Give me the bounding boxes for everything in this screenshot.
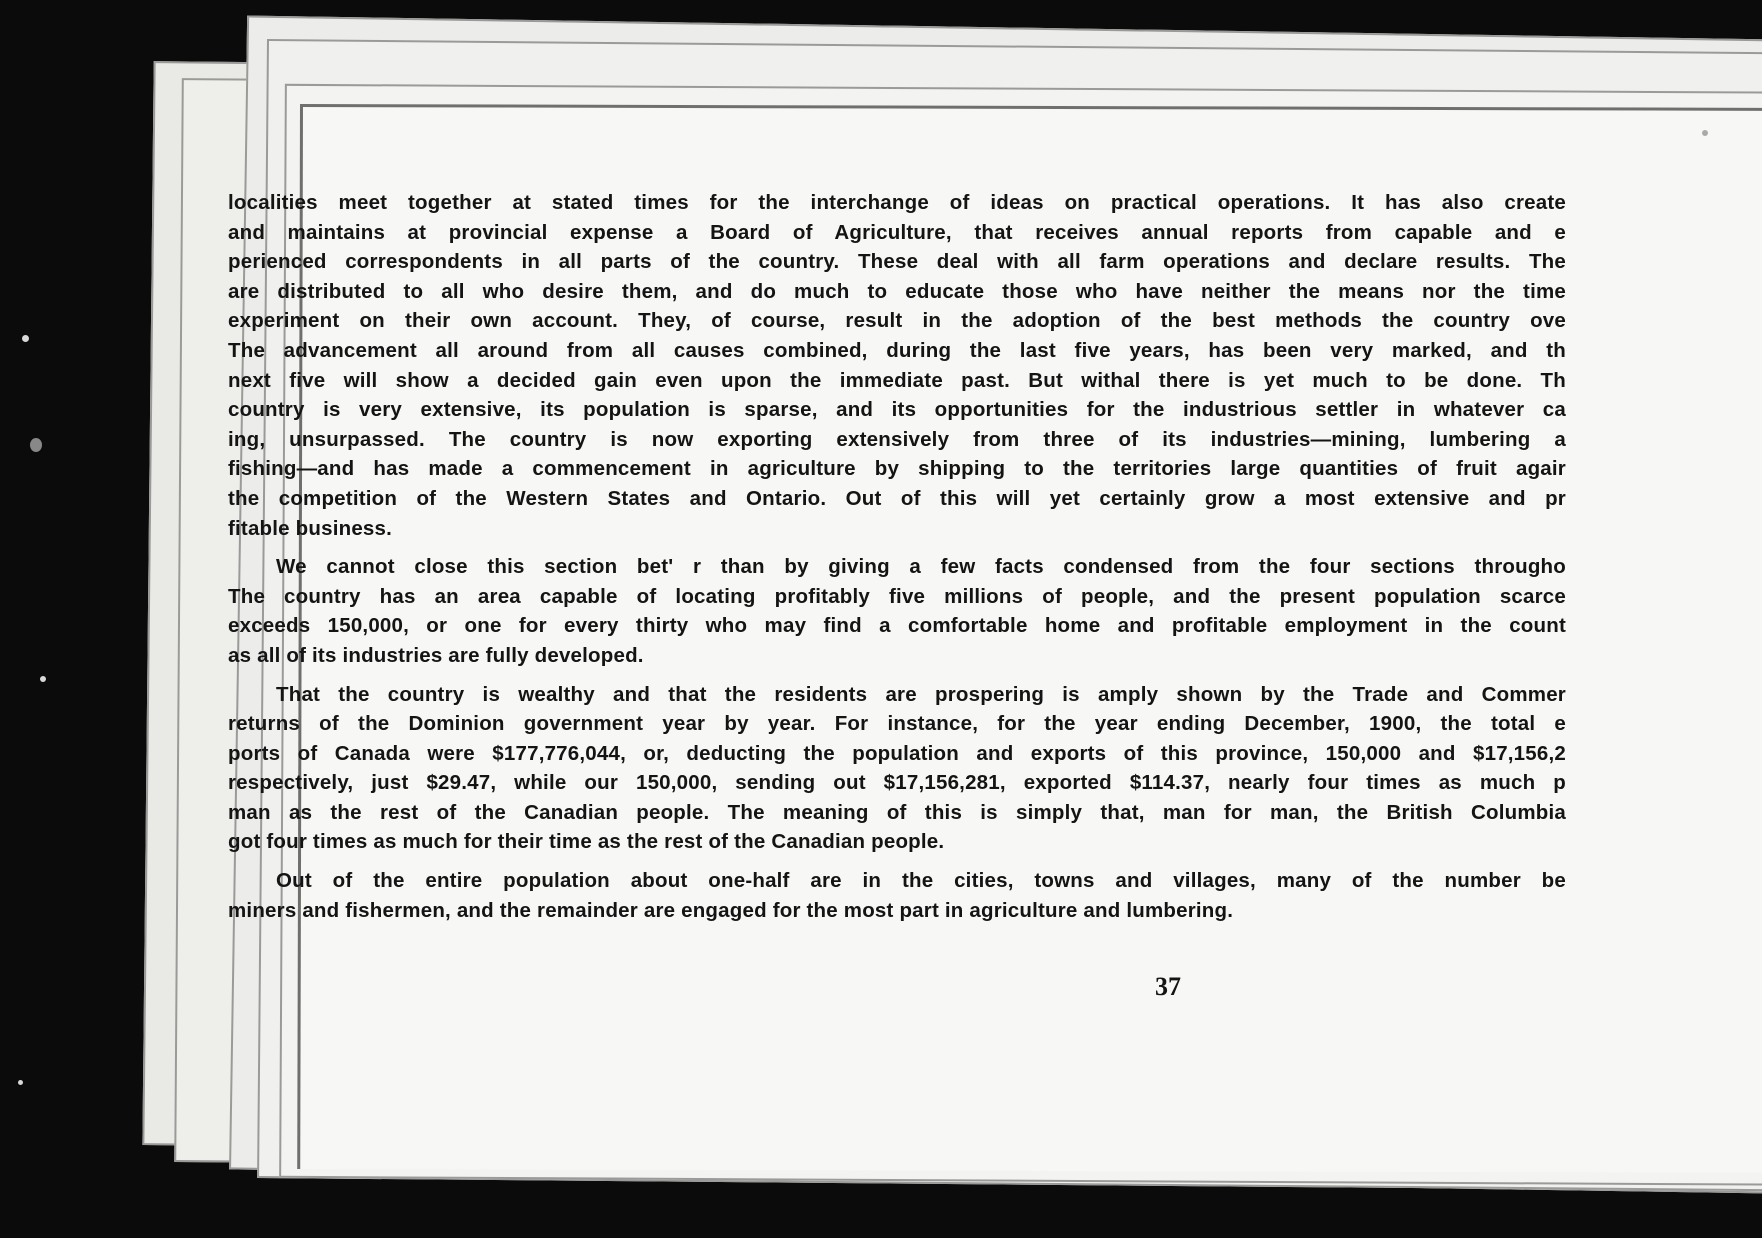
text-line: ing, unsurpassed. The country is now exporting extensively from three of its industries—mining, lumbering a: [228, 427, 1566, 451]
text-line: localities meet together at stated times for the interchange of ideas on practical operations. It has also create: [228, 191, 1566, 214]
text-line: Out of the entire population about one-half are in the cities, towns and villages, many of the number be: [276, 869, 1566, 893]
text-line: experiment on their own account. They, of course, result in the adoption of the best methods the country ove: [228, 309, 1566, 333]
dust-speck: [30, 438, 42, 452]
text-line: We cannot close this section bet' r than by giving a few facts condensed from the four sections througho: [276, 555, 1566, 579]
text-line: as all of its industries are fully developed.: [228, 643, 644, 667]
text-line: respectively, just $29.47, while our 150,000, sending out $17,156,281, exported $114.37, nearly four times as much p: [228, 771, 1566, 795]
text-line: and maintains at provincial expense a Board of Agriculture, that receives annual reports from capable and e: [228, 220, 1566, 244]
text-line: The country has an area capable of locating profitably five millions of people, and the present population scarce: [228, 584, 1566, 608]
text-line: got four times as much for their time as the rest of the Canadian people.: [228, 830, 945, 854]
text-line: exceeds 150,000, or one for every thirty who may find a comfortable home and profitable employment in the count: [228, 614, 1566, 638]
text-line: country is very extensive, its population is sparse, and its opportunities for the industrious settler in whatever ca: [228, 398, 1566, 422]
paragraph-2: [228, 552, 1762, 670]
dust-speck: [22, 335, 29, 342]
text-line: The advancement all around from all causes combined, during the last five years, has been very marked, and th: [228, 338, 1566, 362]
text-line: the competition of the Western States and Ontario. Out of this will yet certainly grow a most extensive and pr: [228, 486, 1566, 510]
page-number: 37: [1155, 972, 1181, 1001]
text-line: perienced correspondents in all parts of the country. These deal with all farm operations and declare results. The: [228, 250, 1566, 274]
text-line: That the country is wealthy and that the residents are prospering is amply shown by the Trade and Commer: [276, 682, 1566, 706]
text-line: fitable business.: [228, 516, 393, 540]
dust-speck: [1702, 130, 1708, 136]
text-line: fishing—and has made a commencement in agriculture by shipping to the territories large quantities of fruit agair: [228, 457, 1566, 481]
text-line: are distributed to all who desire them, and do much to educate those who have neither the means nor the time: [228, 279, 1566, 303]
paragraph-3: [228, 680, 1762, 858]
text-line: returns of the Dominion government year by year. For instance, for the year ending December, 1900, the total e: [228, 712, 1566, 736]
paragraph-1: [228, 188, 1762, 543]
dust-speck: [18, 1080, 23, 1085]
paragraph-4: [228, 866, 1762, 925]
text-line: ports of Canada were $177,776,044, or, deducting the population and exports of this province, 150,000 and $17,156,2: [228, 741, 1566, 765]
body-text: [228, 188, 1762, 925]
text-line: man as the rest of the Canadian people. The meaning of this is simply that, man for man, the British Columbia: [228, 800, 1566, 824]
text-line: miners and fishermen, and the remainder are engaged for the most part in agriculture and lumbering.: [228, 898, 1234, 922]
text-line: next five will show a decided gain even upon the immediate past. But withal there is yet much to be done. Th: [228, 368, 1566, 392]
dust-speck: [40, 676, 46, 682]
